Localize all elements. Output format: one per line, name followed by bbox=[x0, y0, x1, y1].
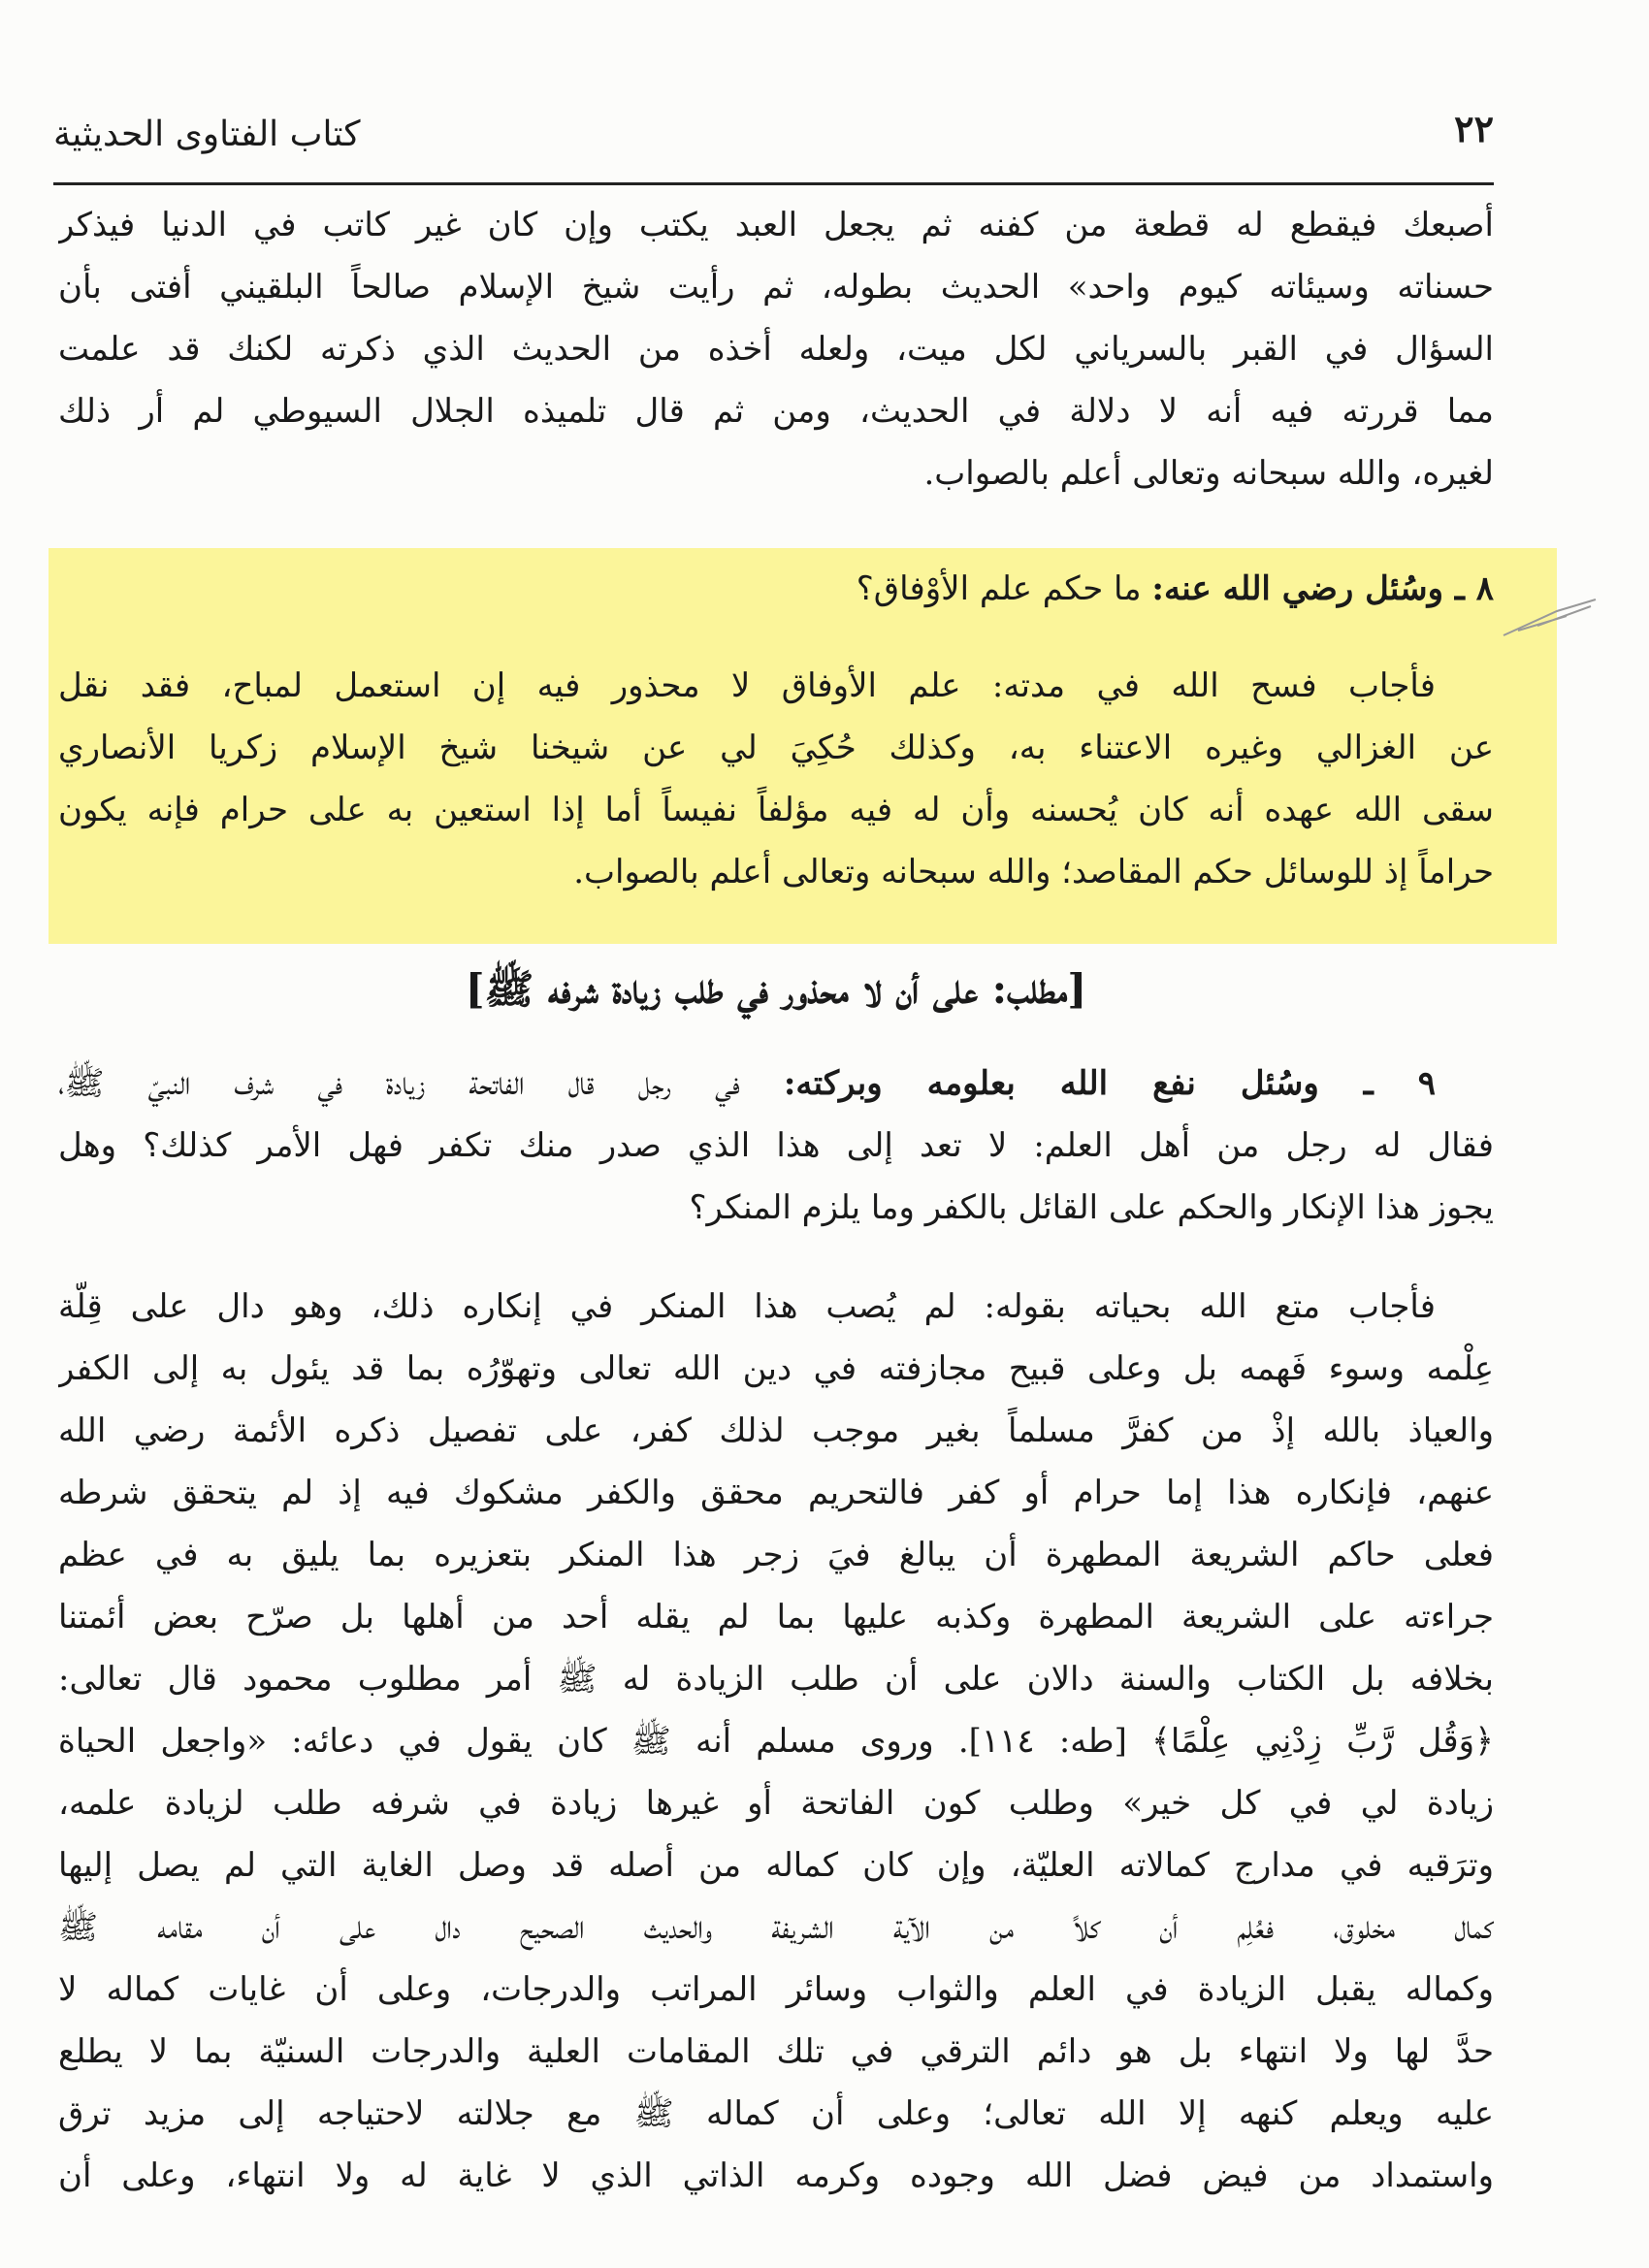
text-line: حدَّ لها ولا انتهاء بل هو دائم الترقي في تلك المقامات العلية والدرجات السنيّة بما لا يطلع bbox=[58, 2032, 1494, 2071]
text-line: زيادة لي في كل خير» وطلب كون الفاتحة أو غيرها زيادة في شرفه طلب لزيادة علمه، bbox=[58, 1784, 1494, 1823]
intro-paragraph bbox=[58, 194, 1494, 504]
text-line: وكماله يقبل الزيادة في العلم والثواب وسائر المراتب والدرجات، وعلى أن غايات كماله لا bbox=[58, 1970, 1494, 2009]
text-line: يجوز هذا الإنكار والحكم على القائل بالكفر وما يلزم المنكر؟ bbox=[689, 1188, 1494, 1227]
text-line: مما قررته فيه أنه لا دلالة في الحديث، ومن ثم قال تلميذه الجلال السيوطي لم أر ذلك bbox=[58, 392, 1494, 431]
text-line: حراماً إذ للوسائل حكم المقاصد؛ والله سبحانه وتعالى أعلم بالصواب. bbox=[573, 853, 1494, 891]
text-line: وترَقيه في مدارج كمالاته العليّة، وإن كان كماله من أصله قد وصل الغاية التي لم يصل إليها bbox=[58, 1846, 1494, 1885]
text-line: ﴿وَقُل رَّبِّ زِدْنِي عِلْمًا﴾ [طه: ١١٤]. وروى مسلم أنه ﷺ كان يقول في دعائه: «واجعل الحياة bbox=[58, 1722, 1494, 1761]
question-8-lead: ٨ ـ وسُئل رضي الله عنه: bbox=[1151, 569, 1494, 608]
text-line: كمال مخلوق، فعُلِم أن كلاً من الآية الشريفة والحديث الصحيح دال على أن مقامه ﷺ bbox=[58, 1908, 1494, 1947]
page-header bbox=[53, 107, 1494, 175]
pen-mark-icon bbox=[1499, 592, 1605, 650]
page-number: ٢٢ bbox=[1454, 107, 1494, 150]
text-line: حسناته وسيئاته كيوم واحد» الحديث بطوله، ثم رأيت شيخ الإسلام صالحاً البلقيني أفتى بأن bbox=[58, 268, 1494, 307]
text-line: عنهم، فإنكاره هذا إما حرام أو كفر فالتحريم محقق والكفر مشكوك فيه إذ لم يتحقق شرطه bbox=[58, 1474, 1494, 1512]
question-9 bbox=[58, 1053, 1494, 1239]
text-line: فقال له رجل من أهل العلم: لا تعد إلى هذا الذي صدر منك تكفر فهل الأمر كذلك؟ وهل bbox=[58, 1126, 1494, 1165]
text-line: عِلْمه وسوء فَهمه بل وعلى قبيح مجازفته في دين الله تعالى وتهوّرُه بما قد يئول به إلى الكفر bbox=[58, 1349, 1494, 1388]
text-line: والعياذ بالله إذْ من كفرَّ مسلماً بغير موجب لذلك كفر، على تفصيل ذكره الأئمة رضي الله bbox=[58, 1411, 1494, 1450]
question-8-text: ما حكم علم الأوْفاق؟ bbox=[856, 569, 1152, 608]
text-line: سقى الله عهده أنه كان يُحسنه وأن له فيه مؤلفاً نفيساً أما إذا استعين به على حرام فإنه يكون bbox=[58, 791, 1494, 829]
text-line: فأجاب متع الله بحياته بقوله: لم يُصب هذا المنكر في إنكاره ذلك، وهو دال على قِلّة bbox=[58, 1287, 1436, 1326]
question-9-text: في رجل قال الفاتحة زيادة في شرف النبيّ ﷺ، bbox=[58, 1064, 784, 1103]
text-line: فعلى حاكم الشريعة المطهرة أن يبالغ فيَ زجر هذا المنكر بتعزيره بما يليق به في عظم bbox=[58, 1536, 1494, 1574]
section-heading: [مطلب: على أن لا محذور في طلب زيادة شرفه ﷺ] bbox=[465, 965, 1087, 1013]
answer-8 bbox=[58, 655, 1494, 903]
text-line: عليه ويعلم كنهه إلا الله تعالى؛ وعلى أن كماله ﷺ مع جلالته لاحتياجه إلى مزيد ترق bbox=[58, 2094, 1494, 2133]
book-title: كتاب الفتاوى الحديثية bbox=[53, 114, 361, 154]
text-line: السؤال في القبر بالسرياني لكل ميت، ولعله أخذه من الحديث الذي ذكرته لكنك قد علمت bbox=[58, 330, 1494, 369]
text-line: واستمداد من فيض فضل الله وجوده وكرمه الذاتي الذي لا غاية له ولا انتهاء، وعلى أن bbox=[58, 2156, 1494, 2195]
text-line: جراءته على الشريعة المطهرة وكذبه عليها بما لم يقله أحد من أهلها بل صرّح بعض أئمتنا bbox=[58, 1598, 1494, 1636]
question-9-lead: ٩ ـ وسُئل نفع الله بعلومه وبركته: bbox=[783, 1064, 1436, 1103]
text-line: أصبعك فيقطع له قطعة من كفنه ثم يجعل العبد يكتب وإن كان غير كاتب في الدنيا فيذكر bbox=[58, 206, 1494, 244]
text-line: لغيره، والله سبحانه وتعالى أعلم بالصواب. bbox=[923, 454, 1494, 493]
answer-9 bbox=[58, 1276, 1494, 2207]
text-line: عن الغزالي وغيره الاعتناء به، وكذلك حُكِيَ لي عن شيخنا شيخ الإسلام زكريا الأنصاري bbox=[58, 729, 1494, 767]
question-8 bbox=[58, 558, 1494, 620]
header-rule bbox=[53, 182, 1494, 185]
text-line: بخلافه بل الكتاب والسنة دالان على أن طلب الزيادة له ﷺ أمر مطلوب محمود قال تعالى: bbox=[58, 1660, 1494, 1699]
text-line: فأجاب فسح الله في مدته: علم الأوفاق لا محذور فيه إن استعمل لمباح، فقد نقل bbox=[58, 666, 1436, 705]
